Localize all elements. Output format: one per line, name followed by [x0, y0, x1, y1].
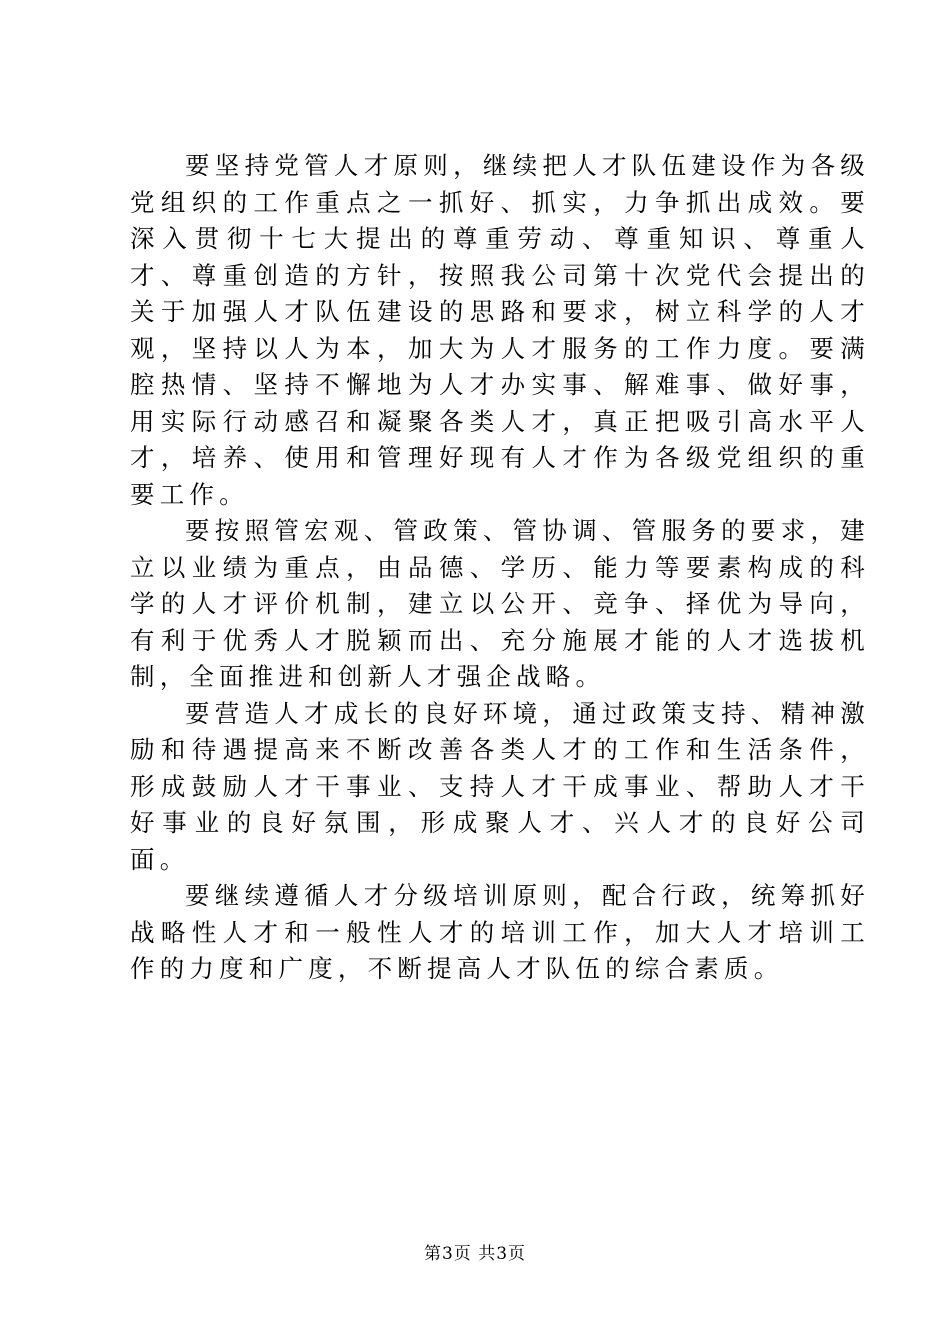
paragraph-3: 要营造人才成长的良好环境，通过政策支持、精神激励和待遇提高来不断改善各类人才的工作和生活条件，形成鼓励人才干事业、支持人才干成事业、帮助人才干好事业的良好氛围，形成聚人才、兴人才的良好公司面。 — [130, 698, 870, 874]
paragraph-2: 要按照管宏观、管政策、管协调、管服务的要求，建立以业绩为重点，由品德、学历、能力等要素构成的科学的人才评价机制，建立以公开、竞争、择优为导向，有利于优秀人才脱颖而出、充分施展才能的人才选拔机制，全面推进和创新人才强企战略。 — [130, 516, 870, 691]
paragraph-1: 要坚持党管人才原则，继续把人才队伍建设作为各级党组织的工作重点之一抓好、抓实，力争抓出成效。要深入贯彻十七大提出的尊重劳动、尊重知识、尊重人才、尊重创造的方针，按照我公司第十次党代会提出的关于加强人才队伍建设的思路和要求，树立科学的人才观，坚持以人为本，加大为人才服务的工作力度。要满腔热情、坚持不懈地为人才办实事、解难事、做好事，用实际行动感召和凝聚各类人才，真正把吸引高水平人才，培养、使用和管理好现有人才作为各级党组织的重要工作。 — [130, 151, 870, 509]
page-footer: 第3页 共3页 — [423, 1244, 527, 1264]
document-body — [130, 148, 870, 988]
paragraph-4: 要继续遵循人才分级培训原则，配合行政，统筹抓好战略性人才和一般性人才的培训工作，加大人才培训工作的力度和广度，不断提高人才队伍的综合素质。 — [130, 881, 870, 983]
